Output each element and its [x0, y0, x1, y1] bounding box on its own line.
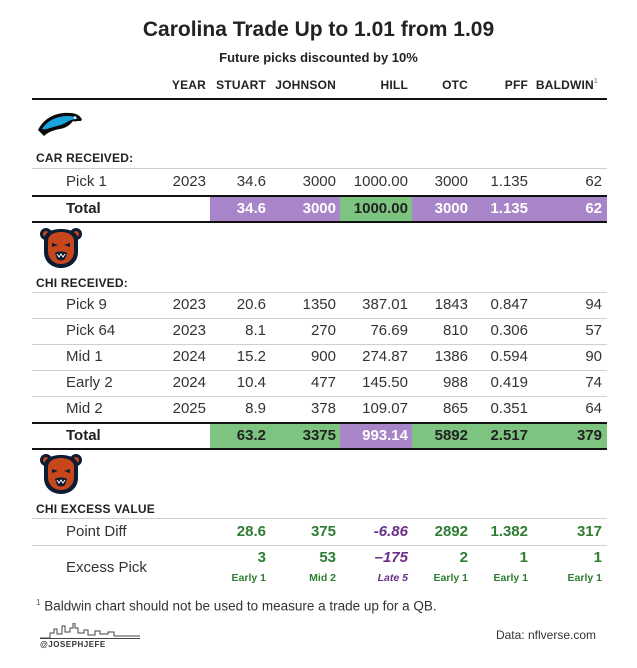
header-rule — [32, 98, 607, 100]
johnson-total: 3375 — [302, 427, 336, 444]
stuart-value: 10.4 — [236, 374, 266, 391]
stuart-value: 8.9 — [245, 400, 266, 417]
baldwin-excess-pick: 1 — [593, 549, 602, 566]
hill-excess-round: Late 5 — [377, 572, 408, 584]
johnson-value: 3000 — [302, 173, 336, 190]
car-total-row — [0, 197, 637, 221]
baldwin-total: 62 — [585, 200, 602, 217]
hill-excess-pick: –175 — [374, 549, 408, 566]
col-header-hill: HILL — [380, 78, 408, 92]
otc-value: 3000 — [434, 173, 468, 190]
otc-excess-pick: 2 — [459, 549, 468, 566]
col-header-pff: PFF — [504, 78, 528, 92]
johnson-excess-pick: 53 — [319, 549, 336, 566]
footnote-text: Baldwin chart should not be used to measure a trade up for a QB. — [40, 598, 437, 614]
pff-value: 0.419 — [490, 374, 528, 391]
col-header-baldwin — [530, 78, 598, 92]
pff-total: 2.517 — [490, 427, 528, 444]
pff-value: 0.847 — [490, 296, 528, 313]
stuart-excess-round: Early 1 — [231, 572, 266, 584]
baldwin-diff: 317 — [576, 523, 602, 540]
baldwin-value: 64 — [585, 400, 602, 417]
hill-total: 993.14 — [362, 427, 408, 444]
johnson-diff: 375 — [310, 523, 336, 540]
otc-total: 5892 — [434, 427, 468, 444]
pick-name: Early 2 — [66, 374, 113, 391]
stuart-total: 34.6 — [236, 200, 266, 217]
chi-total-row — [0, 424, 637, 448]
baldwin-header-text: BALDWIN — [535, 78, 594, 92]
pick-year: 2023 — [172, 173, 206, 190]
hill-value: 109.07 — [362, 400, 408, 417]
data-source: Data: nflverse.com — [495, 628, 596, 642]
stuart-value: 34.6 — [236, 173, 266, 190]
total-label: Total — [66, 427, 101, 444]
page-subtitle: Future picks discounted by 10% — [219, 50, 418, 65]
chi-excess-label: CHI EXCESS VALUE — [36, 502, 155, 516]
hill-diff: -6.86 — [373, 523, 408, 540]
pff-value: 1.135 — [490, 173, 528, 190]
baldwin-value: 74 — [585, 374, 602, 391]
otc-total: 3000 — [434, 200, 468, 217]
johnson-value: 477 — [310, 374, 336, 391]
baldwin-total: 379 — [576, 427, 602, 444]
hill-value: 387.01 — [362, 296, 408, 313]
johnson-excess-round: Mid 2 — [309, 572, 336, 584]
hill-value: 145.50 — [362, 374, 408, 391]
bears-logo-icon — [38, 452, 84, 496]
otc-value: 1843 — [434, 296, 468, 313]
col-header-year: YEAR — [171, 78, 206, 92]
table-row — [0, 293, 637, 317]
hill-value: 76.69 — [370, 322, 408, 339]
otc-diff: 2892 — [434, 523, 468, 540]
footnote-mark: 1 — [36, 598, 41, 607]
pick-name: Mid 2 — [66, 400, 103, 417]
pick-name: Pick 9 — [66, 296, 107, 313]
bears-logo-icon — [38, 226, 84, 270]
hill-value: 274.87 — [362, 348, 408, 365]
baldwin-value: 94 — [585, 296, 602, 313]
pff-value: 0.351 — [490, 400, 528, 417]
pff-total: 1.135 — [490, 200, 528, 217]
hill-total: 1000.00 — [353, 200, 408, 217]
car-rule-top — [32, 168, 607, 169]
pff-excess-pick: 1 — [519, 549, 528, 566]
stuart-diff: 28.6 — [236, 523, 266, 540]
pff-diff: 1.382 — [490, 523, 528, 540]
pick-year: 2024 — [172, 348, 206, 365]
table-row — [0, 319, 637, 343]
table-row — [0, 371, 637, 395]
stuart-total: 63.2 — [236, 427, 266, 444]
johnson-value: 1350 — [302, 296, 336, 313]
otc-value: 988 — [442, 374, 468, 391]
baldwin-value: 90 — [585, 348, 602, 365]
pff-value: 0.306 — [490, 322, 528, 339]
excess-pick-label: Excess Pick — [66, 559, 147, 576]
footnote — [36, 598, 437, 614]
point-diff-label: Point Diff — [66, 523, 127, 540]
pick-year: 2023 — [172, 296, 206, 313]
table-row — [0, 170, 637, 194]
car-total-rule-bottom — [32, 221, 607, 223]
total-label: Total — [66, 200, 101, 217]
stuart-value: 8.1 — [245, 322, 266, 339]
johnson-value: 900 — [310, 348, 336, 365]
johnson-total: 3000 — [302, 200, 336, 217]
pff-excess-round: Early 1 — [493, 572, 528, 584]
pff-value: 0.594 — [490, 348, 528, 365]
chi-total-rule-bottom — [32, 448, 607, 450]
hill-value: 1000.00 — [353, 173, 408, 190]
baldwin-footnote-mark: 1 — [593, 78, 598, 85]
johnson-value: 270 — [310, 322, 336, 339]
col-header-stuart: STUART — [216, 78, 266, 92]
pick-year: 2023 — [172, 322, 206, 339]
johnson-value: 378 — [310, 400, 336, 417]
table-row — [0, 397, 637, 421]
stuart-excess-pick: 3 — [257, 549, 266, 566]
pick-name: Pick 64 — [66, 322, 116, 339]
point-diff-row — [0, 520, 637, 544]
baldwin-value: 57 — [585, 322, 602, 339]
col-header-otc: OTC — [442, 78, 468, 92]
pick-name: Mid 1 — [66, 348, 103, 365]
stuart-value: 15.2 — [236, 348, 266, 365]
stuart-value: 20.6 — [236, 296, 266, 313]
col-header-johnson: JOHNSON — [275, 78, 336, 92]
credit-handle: @JOSEPHJEFE — [40, 640, 106, 649]
pick-name: Pick 1 — [66, 173, 107, 190]
car-received-label: CAR RECEIVED: — [36, 151, 134, 165]
otc-excess-round: Early 1 — [433, 572, 468, 584]
baldwin-excess-round: Early 1 — [567, 572, 602, 584]
pick-year: 2025 — [172, 400, 206, 417]
panthers-logo-icon — [36, 108, 84, 140]
excess-rule-top — [32, 518, 607, 519]
page-title: Carolina Trade Up to 1.01 from 1.09 — [142, 18, 495, 41]
otc-value: 865 — [442, 400, 468, 417]
table-row — [0, 345, 637, 369]
pick-year: 2024 — [172, 374, 206, 391]
city-skyline-logo-icon — [40, 623, 140, 639]
chi-received-label: CHI RECEIVED: — [36, 276, 128, 290]
otc-value: 810 — [442, 322, 468, 339]
baldwin-value: 62 — [585, 173, 602, 190]
otc-value: 1386 — [434, 348, 468, 365]
